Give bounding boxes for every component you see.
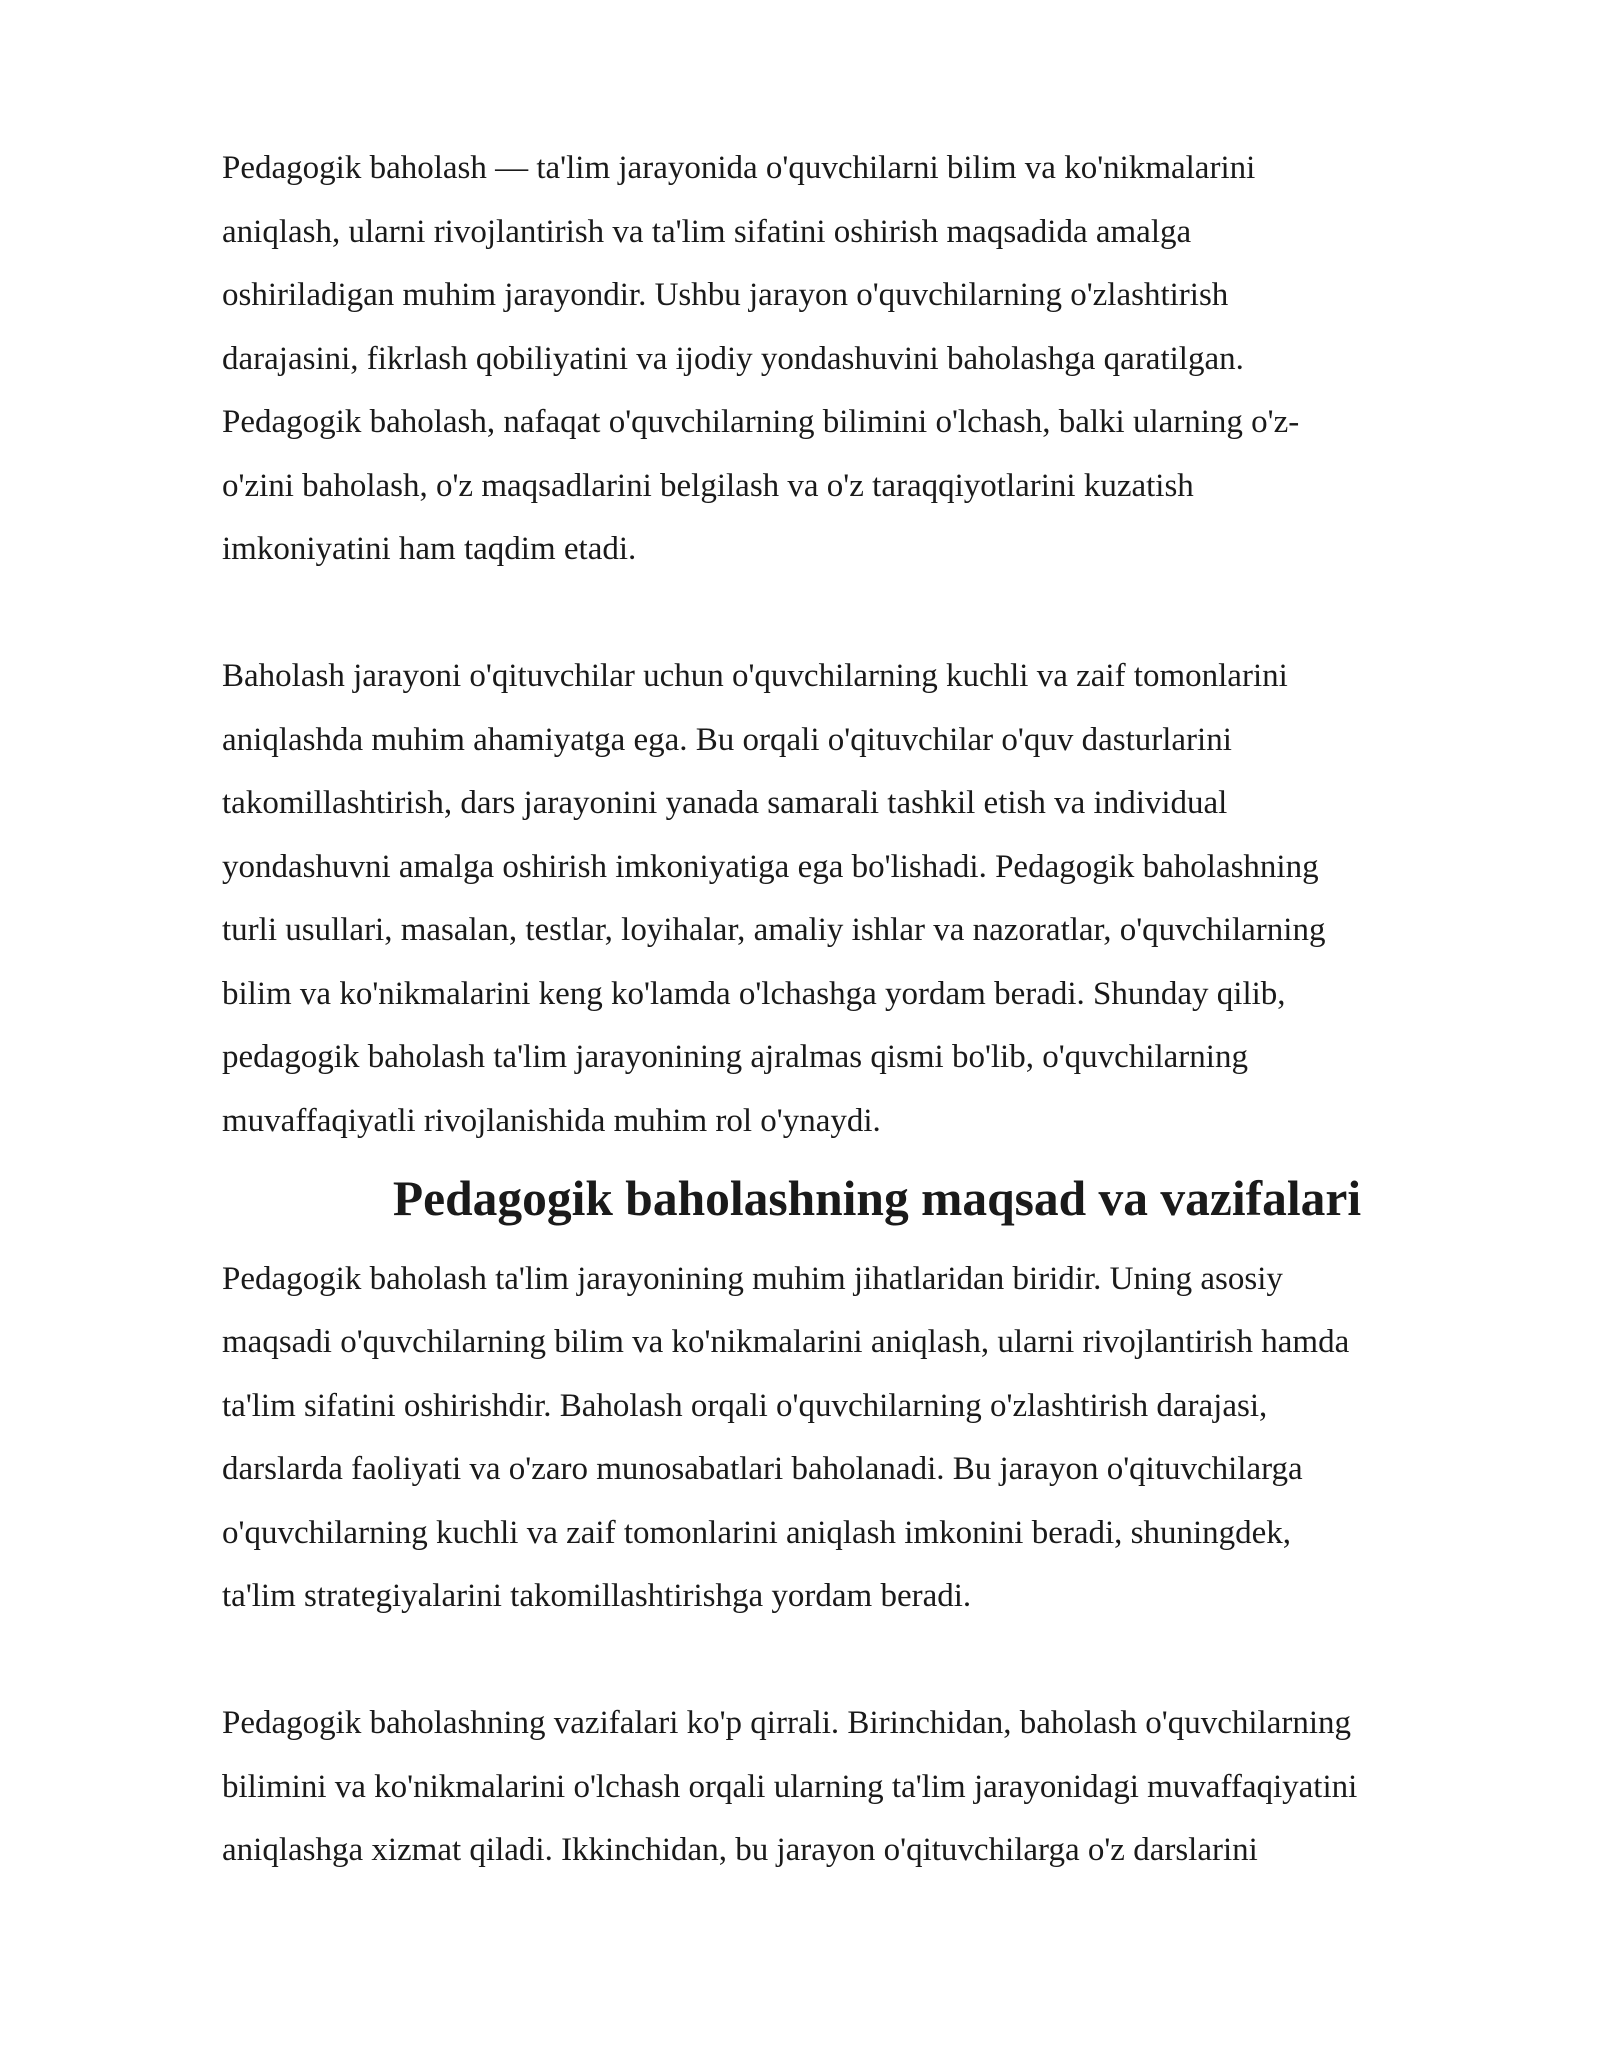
section-heading: Pedagogik baholashning maqsad va vazifalari [392, 1171, 1362, 1226]
text-line: turli usullari, masalan, testlar, loyihalar, amaliy ishlar va nazoratlar, o'quvchilarning [222, 912, 1326, 948]
text-line: ta'lim sifatini oshirishdir. Baholash orqali o'quvchilarning o'zlashtirish darajasi, [222, 1387, 1268, 1424]
paragraph-1 [222, 137, 1502, 582]
text-line: aniqlashda muhim ahamiyatga ega. Bu orqali o'qituvchilar o'quv dasturlarini [222, 721, 1232, 758]
text-line: muvaffaqiyatli rivojlanishida muhim rol o'ynaydi. [222, 1102, 881, 1139]
text-line: Pedagogik baholashning vazifalari ko'p qirrali. Birinchidan, baholash o'quvchilarning [222, 1705, 1352, 1741]
text-line: yondashuvni amalga oshirish imkoniyatiga ega bo'lishadi. Pedagogik baholashning [222, 848, 1319, 885]
text-line: oshiriladigan muhim jarayondir. Ushbu jarayon o'quvchilarning o'zlashtirish [222, 277, 1229, 313]
paragraph-3 [222, 1248, 1502, 1629]
text-line: Pedagogik baholash ta'lim jarayonining muhim jihatlaridan biridir. Uning asosiy [222, 1260, 1283, 1297]
text-line: darajasini, fikrlash qobiliyatini va ijodiy yondashuvini baholashga qaratilgan. [222, 340, 1244, 377]
text-line: Pedagogik baholash, nafaqat o'quvchilarning bilimini o'lchash, balki ularning o'z- [222, 404, 1300, 440]
text-line: ta'lim strategiyalarini takomillashtirishga yordam beradi. [222, 1578, 972, 1614]
text-line: takomillashtirish, dars jarayonini yanada samarali tashkil etish va individual [222, 785, 1228, 821]
text-line: imkoniyatini ham taqdim etadi. [222, 531, 637, 567]
text-line: o'quvchilarning kuchli va zaif tomonlarini aniqlash imkonini beradi, shuningdek, [222, 1514, 1292, 1551]
text-line: aniqlashga xizmat qiladi. Ikkinchidan, bu jarayon o'qituvchilarga o'z darslarini [222, 1832, 1258, 1868]
text-line: bilimini va ko'nikmalarini o'lchash orqali ularning ta'lim jarayonidagi muvaffaqiyatini [222, 1768, 1358, 1805]
text-line: Baholash jarayoni o'qituvchilar uchun o'quvchilarning kuchli va zaif tomonlarini [222, 658, 1288, 694]
text-line: Pedagogik baholash — ta'lim jarayonida o'quvchilarni bilim va ko'nikmalarini [222, 150, 1256, 186]
document-body [222, 137, 1502, 1883]
text-line: darslarda faoliyati va o'zaro munosabatlari baholanadi. Bu jarayon o'qituvchilarga [222, 1451, 1303, 1487]
text-line: aniqlash, ularni rivojlantirish va ta'lim sifatini oshirish maqsadida amalga [222, 213, 1192, 250]
text-line: o'zini baholash, o'z maqsadlarini belgilash va o'z taraqqiyotlarini kuzatish [222, 467, 1194, 504]
text-line: bilim va ko'nikmalarini keng ko'lamda o'lchashga yordam beradi. Shunday qilib, [222, 975, 1286, 1012]
paragraph-2 [222, 645, 1502, 1153]
text-line: pedagogik baholash ta'lim jarayonining ajralmas qismi bo'lib, o'quvchilarning [222, 1039, 1248, 1075]
paragraph-4 [222, 1692, 1502, 1883]
text-line: maqsadi o'quvchilarning bilim va ko'nikmalarini aniqlash, ularni rivojlantirish hamda [222, 1324, 1350, 1360]
